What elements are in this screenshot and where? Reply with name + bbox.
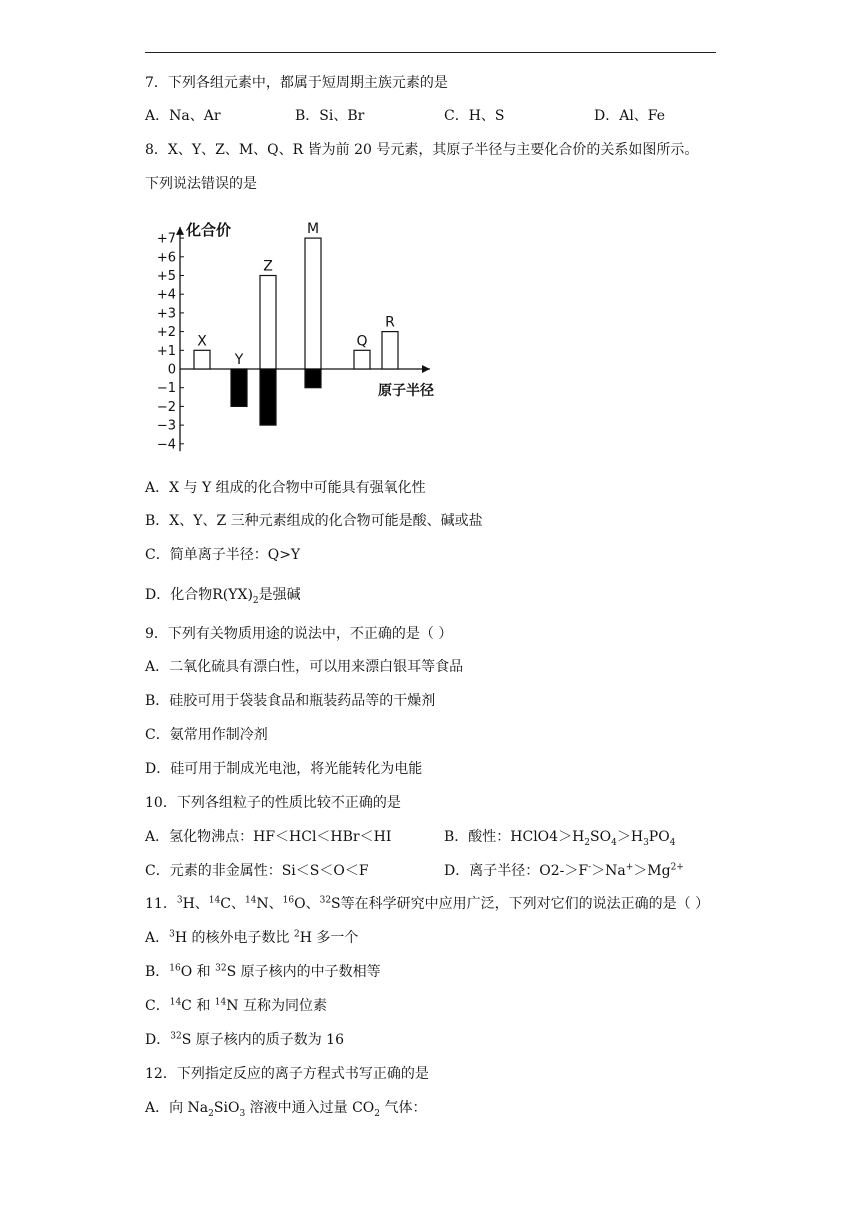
y-axis-label: 化合价 xyxy=(186,220,232,239)
q9-option-d: D．硅可用于制成光电池，将光能转化为电能 xyxy=(145,761,423,777)
y-tick-label: +4 xyxy=(156,287,176,303)
valence-radius-chart xyxy=(148,212,458,462)
q7-option-c: C．H、S xyxy=(444,108,505,124)
bar-positive-Z xyxy=(260,276,276,370)
bar-positive-M xyxy=(305,238,321,369)
bar-negative-Y xyxy=(231,369,247,406)
q10-option-d: D．离子半径：$O2->F^->Na^+>Mg^{2+}$ xyxy=(444,862,684,879)
q7-option-a: A．Na、Ar xyxy=(145,108,221,124)
bar-label-R: R xyxy=(385,314,395,331)
q9-option-b: B．硅胶可用于袋装食品和瓶装药品等的干燥剂 xyxy=(145,693,436,709)
q8-option-b: B．X、Y、Z 三种元素组成的化合物可能是酸、碱或盐 xyxy=(145,513,483,529)
header-rule xyxy=(145,52,716,53)
y-tick-label: +5 xyxy=(156,269,176,284)
q10-option-b: B．酸性：$HClO4>H_2SO_4>H_3PO_4$ xyxy=(444,829,676,848)
q7-option-d: D．Al、Fe xyxy=(594,108,666,124)
q11-nuclide-list: $^3$H、$^{14}$C、$^{14}$N、$^{16}$O、$^{32}$S xyxy=(176,895,341,912)
q12-option-a: A．向 $Na_2SiO_3$ 溶液中通入过量 $CO_2$ 气体： xyxy=(145,1100,427,1119)
q11-stem: 11．$^3$H、$^{14}$C、$^{14}$N、$^{16}$O、$^{32}$S等在科学研究中应用广泛，下列对它们的说法正确的是（ ） xyxy=(145,895,710,912)
q11-option-a: A．$^3$H 的核外电子数比 $^2$H 多一个 xyxy=(145,929,359,946)
bar-negative-Z xyxy=(260,369,276,425)
q12-stem: 12．下列指定反应的离子方程式书写正确的是 xyxy=(145,1066,429,1082)
q10-option-c: C．元素的非金属性：Si＜S＜O＜F xyxy=(145,863,369,879)
y-tick-label: +2 xyxy=(156,325,176,341)
q8-option-c: C．简单离子半径：Q>Y xyxy=(145,547,301,563)
y-tick-label: −2 xyxy=(156,399,176,415)
y-axis-arrow xyxy=(176,227,184,235)
q8-stem-line1: 8．X、Y、Z、M、Q、R 皆为前 20 号元素，其原子半径与主要化合价的关系如图所示。 xyxy=(145,142,699,158)
q8-option-a: A．X 与 Y 组成的化合物中可能具有强氧化性 xyxy=(145,480,426,496)
bar-positive-Q xyxy=(354,350,370,369)
q9-option-c: C．氨常用作制冷剂 xyxy=(145,727,268,743)
x-axis-arrow xyxy=(422,365,430,373)
q7-stem: 7．下列各组元素中，都属于短周期主族元素的是 xyxy=(145,75,448,91)
q10-stem: 10．下列各组粒子的性质比较不正确的是 xyxy=(145,795,401,811)
q8-stem-line2: 下列说法错误的是 xyxy=(145,176,257,192)
bar-label-M: M xyxy=(306,221,320,238)
q10-option-a: A．氢化物沸点：HF＜HCl＜HBr＜HI xyxy=(145,829,392,845)
y-tick-label: −3 xyxy=(156,418,176,434)
bar-label-Q: Q xyxy=(356,333,368,350)
y-tick-label: +7 xyxy=(156,231,176,247)
bar-negative-M xyxy=(305,369,321,388)
x-axis-label: 原子半径 xyxy=(378,383,434,399)
q10-d-formula: $2->F^->Na^+>Mg^{2+}$ xyxy=(550,862,684,879)
y-tick-label: +1 xyxy=(156,343,176,359)
q11-option-c: C．$^{14}$C 和 $^{14}$N 互称为同位素 xyxy=(145,997,327,1014)
q8-d-formula: R(YX) xyxy=(212,587,253,603)
q9-stem: 9．下列有关物质用途的说法中，不正确的是（ ） xyxy=(145,626,453,642)
y-tick-label: 0 xyxy=(167,362,176,378)
bar-label-X: X xyxy=(197,333,207,350)
q7-option-b: B．Si、Br xyxy=(295,108,365,124)
q8-option-d: D．化合物$R(YX)_2$是强碱 xyxy=(145,587,301,606)
bar-label-Y: Y xyxy=(234,352,244,368)
q9-option-a: A．二氧化硫具有漂白性，可以用来漂白银耳等食品 xyxy=(145,659,464,675)
bar-positive-R xyxy=(382,332,398,369)
q11-option-d: D．$^{32}$S 原子核内的质子数为 16 xyxy=(145,1031,344,1048)
y-tick-label: −4 xyxy=(156,437,176,453)
bar-positive-X xyxy=(194,350,210,369)
bar-label-Z: Z xyxy=(263,258,273,275)
q10-b-formula: $4>H_2SO_4>H_3PO_4$ xyxy=(549,829,676,848)
y-tick-label: +3 xyxy=(156,306,176,322)
y-tick-label: +6 xyxy=(156,250,176,266)
q11-option-b: B．$^{16}$O 和 $^{32}$S 原子核内的中子数相等 xyxy=(145,963,381,980)
y-tick-label: −1 xyxy=(156,381,176,397)
